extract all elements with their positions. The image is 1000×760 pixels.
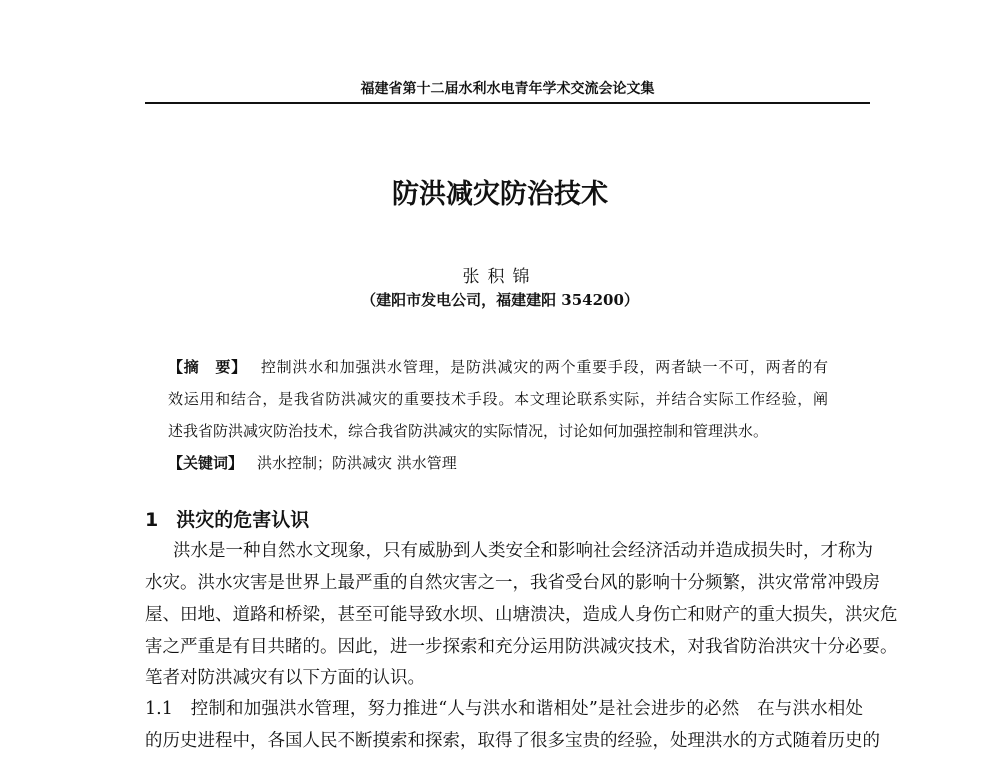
body-line: 水灾。洪水灾害是世界上最严重的自然灾害之一，我省受台风的影响十分频繁，洪灾常常冲毁房 <box>145 573 880 593</box>
body-line: 洪水是一种自然水文现象，只有威胁到人类安全和影响社会经济活动并造成损失时，才称为 <box>173 541 873 561</box>
body-line: 笔者对防洪减灾有以下方面的认识。 <box>145 668 425 688</box>
abstract-text: 控制洪水和加强洪水管理，是防洪减灾的两个重要手段，两者缺一不可，两者的有 <box>260 358 828 376</box>
body-line: 屋、田地、道路和桥梁，甚至可能导致水坝、山塘溃决，造成人身伤亡和财产的重大损失，洪灾危 <box>145 605 898 625</box>
header-rule <box>145 102 870 104</box>
affiliation: （建阳市发电公司，福建建阳 354200） <box>361 291 639 309</box>
section-title: 洪灾的危害认识 <box>176 509 310 531</box>
running-header: 福建省第十二届水利水电青年学术交流会论文集 <box>360 81 655 97</box>
keywords-line <box>168 452 828 473</box>
abstract-line: 述我省防洪减灾防治技术，综合我省防洪减灾的实际情况，讨论如何加强控制和管理洪水。 <box>168 422 769 440</box>
author: 张积锦 <box>462 267 538 287</box>
abstract-line <box>168 356 828 377</box>
keywords-text: 洪水控制；防洪减灾 洪水管理 <box>257 454 457 472</box>
section-heading <box>145 505 309 532</box>
body-line: 的历史进程中，各国人民不断摸索和探索，取得了很多宝贵的经验，处理洪水的方式随着历史的 <box>145 731 880 751</box>
paper-title: 防洪减灾防治技术 <box>392 179 608 210</box>
abstract-line: 效运用和结合，是我省防洪减灾的重要技术手段。本文理论联系实际，并结合实际工作经验，阐 <box>168 390 828 408</box>
section-number: 1 <box>145 509 159 531</box>
abstract-label: 【摘 要】 <box>168 358 247 376</box>
keywords-label: 【关键词】 <box>168 454 244 472</box>
subsection-line: 1.1 控制和加强洪水管理，努力推进“人与洪水和谐相处”是社会进步的必然 在与洪水相处 <box>145 699 863 719</box>
body-line: 害之严重是有目共睹的。因此，进一步探索和充分运用防洪减灾技术，对我省防治洪灾十分必要。 <box>145 637 898 657</box>
